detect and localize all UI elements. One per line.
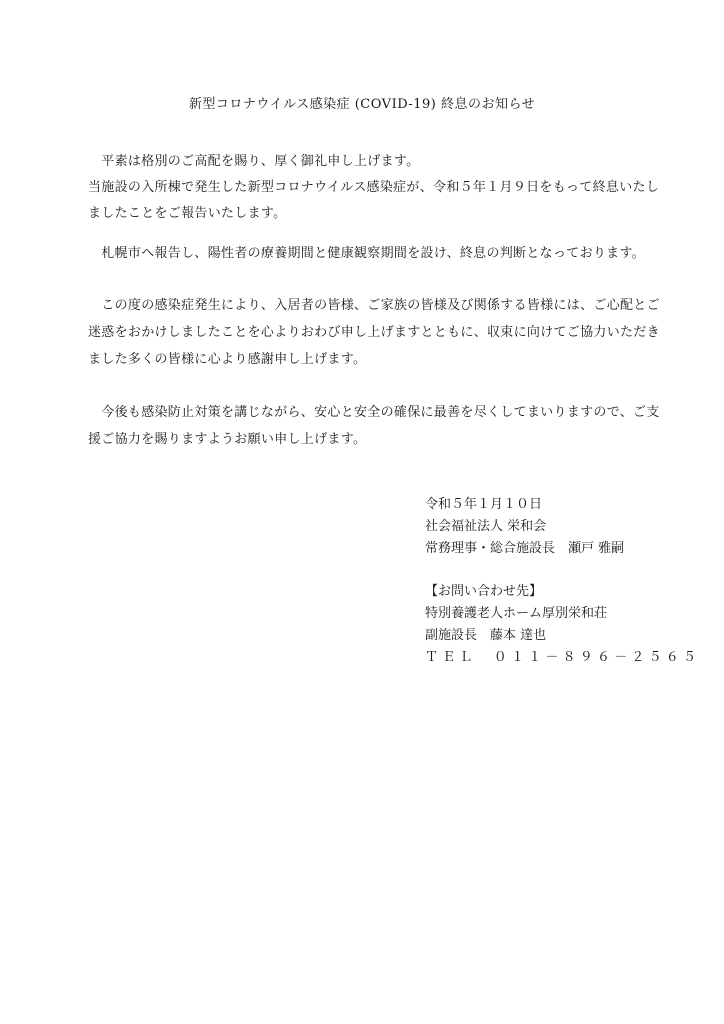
notice-title: 新型コロナウイルス感染症 (COVID-19) 終息のお知らせ <box>188 97 536 112</box>
paragraph-1-line-3: ましたことをご報告いたします。 <box>88 206 287 221</box>
contact-heading: 【お問い合わせ先】 <box>425 584 543 599</box>
paragraph-3-line-3: ました多くの皆様に心より感謝申し上げます。 <box>88 352 367 367</box>
paragraph-3-line-2: 迷惑をおかけしましたことを心よりおわび申し上げますとともに、収束に向けてご協力いただき <box>88 325 660 340</box>
signature-date: 令和５年１月１０日 <box>425 497 543 512</box>
paragraph-3-line-1: この度の感染症発生により、入居者の皆様、ご家族の皆様及び関係する皆様には、ご心配とご <box>88 298 660 313</box>
signature-block <box>425 494 665 560</box>
paragraph-2-line-1: 札幌市へ報告し、陽性者の療養期間と健康観察期間を設け、終息の判断となっております。 <box>88 246 646 261</box>
signature-signer: 常務理事・総合施設長 瀬戸 雅嗣 <box>425 541 625 556</box>
paragraph-1-line-1: 平素は格別のご高配を賜り、厚く御礼申し上げます。 <box>88 154 420 169</box>
signature-organization: 社会福祉法人 栄和会 <box>425 519 547 534</box>
contact-tel: ＴＥＬ ０１１－８９６－２５６５ <box>425 650 701 665</box>
paragraph-4-line-2: 援ご協力を賜りますようお願い申し上げます。 <box>88 432 367 447</box>
contact-person: 副施設長 藤本 達也 <box>425 628 547 643</box>
paragraph-4-line-1: 今後も感染防止対策を講じながら、安心と安全の確保に最善を尽くしてまいりますので、ご支 <box>88 405 660 420</box>
paragraph-1-line-2: 当施設の入所棟で発生した新型コロナウイルス感染症が、令和５年１月９日をもって終息いたし <box>88 180 660 195</box>
contact-facility: 特別養護老人ホーム厚別栄和荘 <box>425 606 608 621</box>
contact-block <box>425 581 701 669</box>
